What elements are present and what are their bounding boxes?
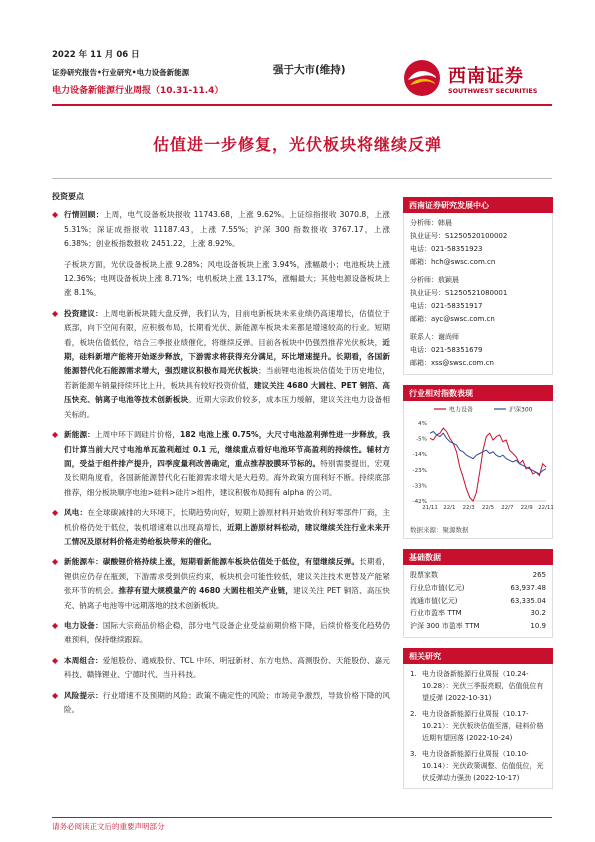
basic-data-table — [403, 565, 553, 638]
legend-label: 电力设备 — [449, 406, 474, 414]
report-header — [52, 48, 292, 97]
new-energy-vehicles: ◆ 新能源车：碳酸锂价格持续上涨，短期看新能源车板块估值处于低位，有望继续反弹。长期看，锂供应仍存在瓶颈，下游需求受到供应约束，板块机会可能性较低，建议关注技术更替及产能紧张环节的机会。推荐有望大规模量产的 4680 大圆柱相关产业链，建议关注 PET 铜箔、高压快充、钠离子电池等中远期落地的技术创新板块。 — [52, 557, 391, 610]
x-tick-label: 22/9 — [520, 505, 533, 511]
legend-label: 沪深300 — [509, 406, 533, 414]
chart-source: 数据来源：聚源数据 — [410, 526, 469, 534]
chart-svg — [404, 401, 552, 519]
basic-data-heading: 基础数据 — [403, 549, 553, 565]
related-report-link[interactable]: 1. 电力设备新能源行业周报（10.24-10.28）：光伏三季报亮眼，估值低位有望反弹 (2022-10-31) — [410, 669, 544, 702]
diamond-bullet-icon: ◆ — [52, 210, 59, 220]
y-tick-label: -33% — [412, 483, 427, 490]
diamond-bullet-icon: ◆ — [52, 557, 59, 567]
y-tick-label: -23% — [412, 467, 427, 474]
y-tick-label: -5% — [416, 436, 427, 443]
diamond-bullet-icon: ◆ — [52, 308, 59, 318]
analyst-card: 分析师：韩晨 执业证号：S1250520100002 电话：021-58351923 邮箱：hch@swsc.com.cn — [410, 219, 508, 266]
title-rule — [52, 178, 552, 179]
logo-text-cn: 西南证券 — [448, 66, 524, 87]
disclaimer-footer: 请务必阅读正文后的重要声明部分 — [52, 822, 165, 831]
weekly-portfolio: ◆ 本周组合：爱旭股份、通威股份、TCL 中环、明冠新材、东方电热、高测股份、天能股份、嘉元科技、赣锋锂业、宁德时代、当升科技。 — [52, 655, 390, 680]
investment-summary — [52, 190, 390, 723]
relative-index-chart — [403, 401, 553, 539]
related-report-link[interactable]: 2. 电力设备新能源行业周报（10.17-10.21）：光伏板块估值至落，硅料价格近期有望回落 (2022-10-24) — [410, 709, 544, 742]
team-box — [403, 213, 553, 375]
y-tick-label: -42% — [412, 499, 427, 505]
analyst-card: 分析师：敖颖晨 执业证号：S1250521080001 电话：021-58351917 邮箱：ayc@swsc.com.cn — [410, 276, 508, 323]
new-energy: ◆ 新能源：上周中环下调硅片价格，182 电池上涨 0.75%，大尺寸电池盈利弹性进一步释放，我们计算当前大尺寸电池单瓦盈利超过 0.1 元，继续重点看好电池环节高盈利的持续性。辅材方面，受益于组件排产提升，四季度量利改善确定，重点推荐胶膜环节标的。特别需要提出，宏观及长期角度看，各国新能源替代化石能源需求增大是大趋势。海外政策方面利好不断。持续底部推荐，细分板块顺序电池>硅料>硅片>组件，建议积极布局拥有 alpha 的公司。 — [52, 430, 391, 497]
x-tick-label: 22/7 — [501, 505, 514, 511]
diamond-bullet-icon: ◆ — [52, 508, 59, 518]
related-report-link[interactable]: 3. 电力设备新能源行业周报（10.10-10.14）：光伏政策调整、估值低位，光伏反弹动力强劲 (2022-10-17) — [410, 749, 544, 782]
diamond-bullet-icon: ◆ — [52, 655, 59, 665]
related-research-list — [403, 664, 553, 789]
x-tick-label: 22/11 — [538, 505, 554, 511]
sidebar — [403, 197, 553, 789]
basic-data-row: 沪深 300 市盈率 TTM 10.9 — [410, 622, 546, 631]
x-tick-label: 21/11 — [422, 505, 438, 511]
power-equipment: ◆ 电力设备：国际大宗商品价格企稳，部分电气设备企业受益前期价格下降，后续价格变化趋势仍难预料，保持继续跟踪。 — [52, 620, 391, 645]
diamond-bullet-icon: ◆ — [52, 690, 59, 700]
rating-label: 强于大市(维持) — [273, 64, 346, 76]
diamond-bullet-icon: ◆ — [52, 430, 59, 440]
x-tick-label: 22/3 — [462, 505, 475, 511]
swsc-logo-icon — [402, 58, 442, 98]
team-heading: 西南证券研究发展中心 — [403, 197, 553, 213]
company-logo — [402, 58, 552, 100]
chart-heading: 行业相对指数表现 — [403, 385, 553, 401]
x-tick-label: 22/5 — [481, 505, 495, 511]
risk-warning: ◆ 风险提示：行业增速不及预期的风险；政策不确定性的风险；市场竞争激烈，导致价格下降的风险。 — [52, 690, 391, 714]
contact-card: 联系人：谢尚师 电话：021-58351679 邮箱：xss@swsc.com.cn — [410, 333, 494, 367]
header-rule — [52, 104, 552, 106]
wind-power: ◆ 风电：在全球碳减排的大环境下，长期趋势向好，短期上游原材料开始效价利好零部件厂商，主机价格仍处于低位，装机增速难以出现高增长，近期上游原材料松动，建议继续关注行业未来开工情况及原材料价格走势给板块带来的催化。 — [52, 508, 391, 546]
investment-advice: ◆ 投资建议：上周电新板块随大盘反弹，我们认为，目前电新板块未来业绩仍高速增长，估值位于底部，向下空间有限，应积极布局，长期看光伏、新能源车板块未来都是增速较高的行业。短期看，板块估值低位，结合三季报业绩催化，将继续反弹。目前各板块中仍强烈推荐光伏板块，近期，硅料新增产能将开始逐步释放，下游需求将获得充分满足，环比增速提升。长期看，各国新能源替代化石能源需求增大，强烈建议积极布局光伏板块；当前锂电池板块估值处于历史地位，若新能源车销量持续环比上升，板块具有较好投资价值，建议关注 4680 大圆柱、PET 铜箔、高压快充、钠离子电池等技术创新板块。近期大宗政价较多，成本压力缓解，建议关注电力设备相关标的。 — [52, 308, 391, 419]
report-title: 估值进一步修复，光伏板块将继续反弹 — [152, 135, 442, 154]
logo-text-en: SOUTHWEST SECURITIES — [448, 87, 538, 95]
section-heading: 投资要点 — [52, 192, 84, 201]
y-tick-label: 4% — [418, 421, 427, 427]
y-tick-label: -14% — [412, 452, 427, 459]
basic-data-row: 流通市值(亿元) 63,335.04 — [410, 596, 546, 605]
market-review: ◆ 行情回顾：上周，电气设备板块报收 11743.68，上涨 9.62%。上证综指报收 3070.8，上涨 5.31%；深证成指报收 11187.43，上涨 7.55%；沪深 300 指数报收 3767.17，上涨 6.38%；创业板指数报收 2451.22，上涨 8.92%。 — [52, 210, 391, 249]
report-date: 2022 年 11 月 06 日 — [52, 50, 140, 60]
report-series: 电力设备新能源行业周报（10.31-11.4） — [52, 86, 224, 96]
related-research-heading: 相关研究 — [403, 648, 553, 664]
diamond-bullet-icon: ◆ — [52, 620, 59, 630]
basic-data-row: 行业市盈率 TTM 30.2 — [410, 609, 546, 618]
basic-data-row: 股票家数 265 — [410, 571, 546, 579]
report-category: 证券研究报告•行业研究•电力设备新能源 — [52, 68, 190, 77]
footer-rule — [52, 817, 552, 818]
basic-data-row: 行业总市值(亿元) 63,937.48 — [410, 583, 546, 592]
x-tick-label: 22/1 — [443, 505, 456, 511]
sub-sector-review: 子板块方面，光伏设备板块上涨 9.28%；风电设备板块上涨 3.94%，涨幅最小；电池板块上涨 12.36%；电网设备板块上涨 8.71%；电机板块上涨 13.17%，涨幅最大；其他电源设备板块上涨 8.1%。 — [64, 259, 390, 298]
